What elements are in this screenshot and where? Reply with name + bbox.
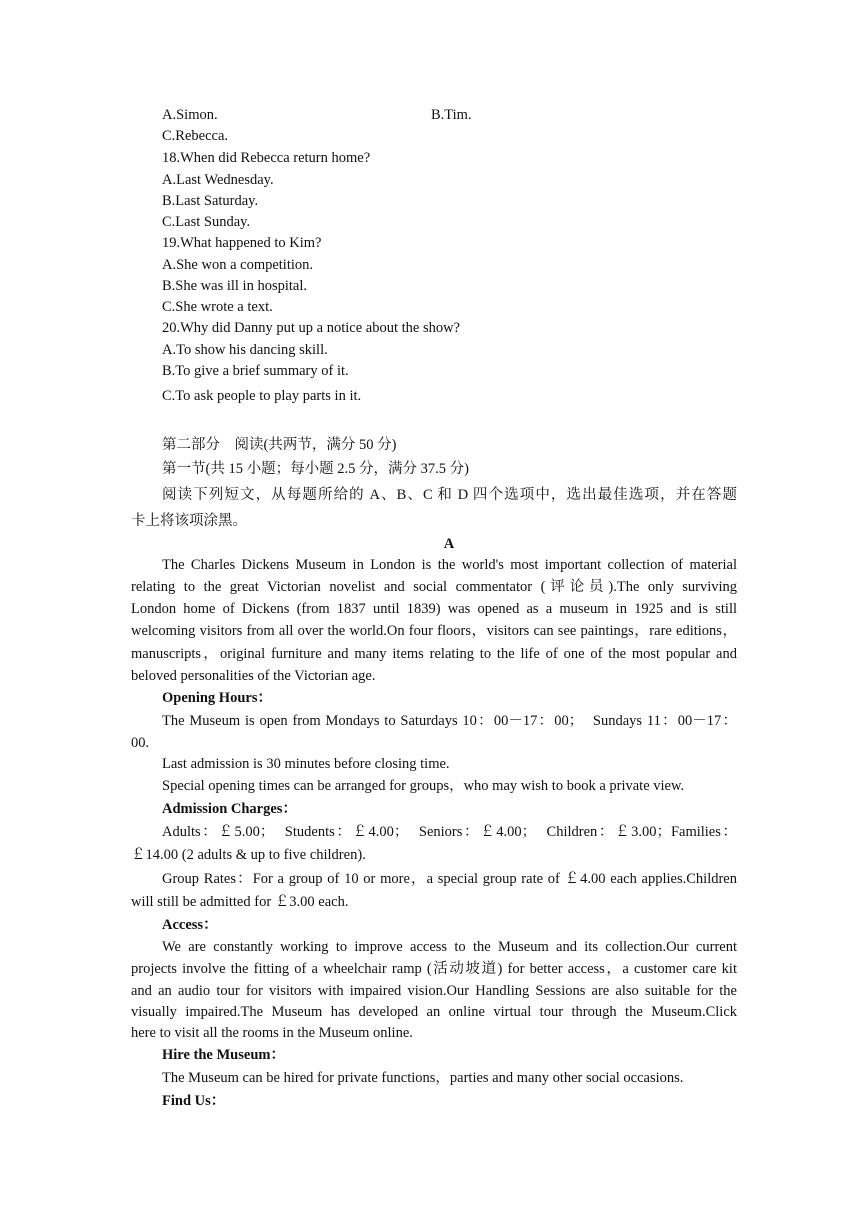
q19-option-b: B.She was ill in hospital.	[162, 278, 307, 294]
instructions-line-2: 卡上将该项涂黑。	[131, 513, 247, 529]
opening-hours-line-2: 00.	[131, 735, 150, 751]
admission-line-1: Adults：￡5.00； Students：￡4.00； Seniors：￡4.00； Children：￡3.00；Families：	[162, 824, 737, 840]
intro-line-3: London home of Dickens (from 1837 until 1839) was opened as a museum in 1925 and is still	[131, 601, 737, 617]
access-line-5: here to visit all the rooms in the Museum online.	[131, 1025, 413, 1041]
q20-option-b: B.To give a brief summary of it.	[162, 363, 349, 379]
q19-option-a: A.She won a competition.	[162, 257, 314, 273]
admission-line-4: will still be admitted for ￡3.00 each.	[131, 894, 349, 910]
q20-option-a: A.To show his dancing skill.	[162, 342, 328, 358]
intro-line-6: beloved personalities of the Victorian age.	[131, 668, 376, 684]
intro-line-2: relating to the great Victorian novelist and social commentator (评论员).The only surviving	[131, 579, 737, 595]
opening-hours-heading: Opening Hours：	[162, 690, 272, 706]
intro-line-4: welcoming visitors from all over the world.On four floors，visitors can see paintings，rare editions，	[131, 623, 737, 639]
section1-title: 第一节(共 15 小题；每小题 2.5 分，满分 37.5 分)	[162, 461, 469, 477]
opening-hours-line-1: The Museum is open from Mondays to Saturdays 10：00－17：00； Sundays 11：00－17：	[162, 713, 737, 729]
intro-line-5: manuscripts，original furniture and many items relating to the life of one of the most popular and	[131, 646, 737, 662]
part2-title: 第二部分 阅读(共两节，满分 50 分)	[162, 437, 397, 453]
q17-option-a: A.Simon.	[162, 107, 218, 123]
q20-question: 20.Why did Danny put up a notice about the show?	[162, 320, 460, 336]
intro-line-1: The Charles Dickens Museum in London is the world's most important collection of material	[162, 557, 737, 573]
find-us-heading: Find Us：	[162, 1093, 226, 1109]
access-line-2: projects involve the fitting of a wheelchair ramp (活动坡道) for better access，a customer care kit	[131, 961, 737, 977]
admission-line-3: Group Rates：For a group of 10 or more，a special group rate of ￡4.00 each applies.Children	[162, 871, 737, 887]
passage-label: A	[443, 536, 455, 552]
opening-hours-line-4: Special opening times can be arranged for groups，who may wish to book a private view.	[162, 778, 685, 794]
instructions-line-1: 阅读下列短文，从每题所给的 A、B、C 和 D 四个选项中，选出最佳选项，并在答题	[162, 487, 737, 503]
q20-option-c: C.To ask people to play parts in it.	[162, 388, 362, 404]
opening-hours-line-3: Last admission is 30 minutes before closing time.	[162, 756, 450, 772]
access-line-1: We are constantly working to improve access to the Museum and its collection.Our current	[162, 939, 737, 955]
q18-option-a: A.Last Wednesday.	[162, 172, 274, 188]
admission-line-2: ￡14.00 (2 adults & up to five children).	[131, 847, 366, 863]
admission-heading: Admission Charges：	[162, 801, 297, 817]
access-heading: Access：	[162, 917, 218, 933]
access-line-3: and an audio tour for visitors with impaired vision.Our Handling Sessions are also suitable for the	[131, 983, 737, 999]
q19-option-c: C.She wrote a text.	[162, 299, 273, 315]
access-line-4: visually impaired.The Museum has developed an online virtual tour through the Museum.Click	[131, 1004, 737, 1020]
q18-option-c: C.Last Sunday.	[162, 214, 251, 230]
hire-heading: Hire the Museum：	[162, 1047, 285, 1063]
q18-question: 18.When did Rebecca return home?	[162, 150, 371, 166]
q17-option-b: B.Tim.	[431, 107, 472, 123]
q17-option-c: C.Rebecca.	[162, 128, 229, 144]
q18-option-b: B.Last Saturday.	[162, 193, 259, 209]
q19-question: 19.What happened to Kim?	[162, 235, 322, 251]
hire-text: The Museum can be hired for private functions，parties and many other social occasions.	[162, 1070, 684, 1086]
